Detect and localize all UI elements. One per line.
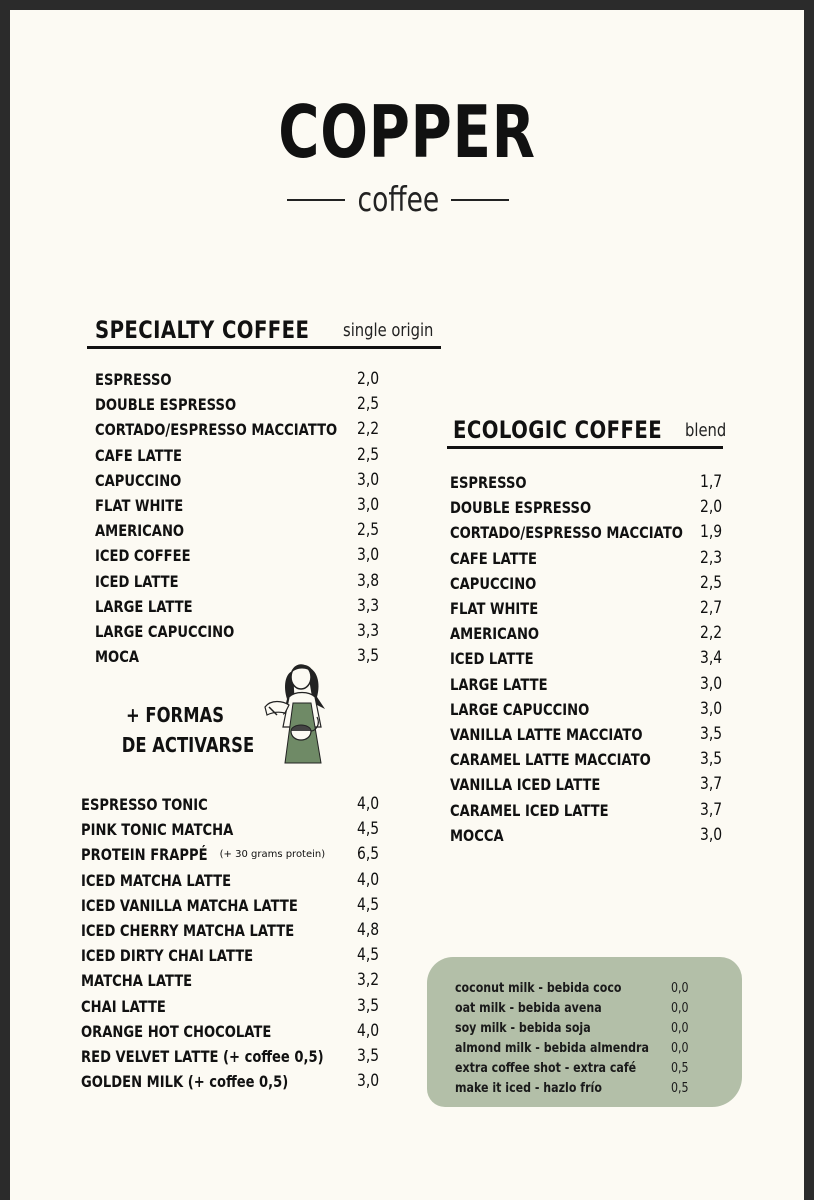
item-name: PINK TONIC MATCHA <box>81 820 234 840</box>
other-drink-item <box>81 817 397 842</box>
item-name: ICED DIRTY CHAI LATTE <box>81 946 254 966</box>
ecologic-item <box>450 646 740 671</box>
item-price: 4,5 <box>357 894 380 915</box>
extra-name: almond milk - bebida almendra <box>455 1041 649 1056</box>
promo-line-1: + FORMAS <box>125 703 225 727</box>
item-price: 3,0 <box>357 545 380 566</box>
item-name: CAFE LATTE <box>95 445 182 465</box>
item-price: 3,5 <box>357 646 380 667</box>
item-price: 3,8 <box>357 570 380 591</box>
item-price: 4,5 <box>357 945 380 966</box>
item-name: ICED CHERRY MATCHA LATTE <box>81 921 295 940</box>
item-name: CORTADO/ESPRESSO MACCIATO <box>450 523 683 543</box>
extra-price: 0,0 <box>671 1021 689 1036</box>
item-name: LARGE CAPUCCINO <box>95 622 235 641</box>
ecologic-item <box>450 672 740 697</box>
ecologic-item <box>450 470 740 495</box>
item-name: MOCA <box>95 647 139 667</box>
item-name: CORTADO/ESPRESSO MACCIATTO <box>95 420 338 440</box>
item-price: 1,7 <box>700 472 723 492</box>
item-price: 2,3 <box>700 547 723 568</box>
ecologic-note: blend <box>685 420 727 441</box>
extra-option-item <box>455 979 705 999</box>
item-price: 3,2 <box>357 970 380 991</box>
extra-option-item <box>455 1019 705 1039</box>
item-price: 4,0 <box>357 869 380 890</box>
item-price: 3,0 <box>357 1071 380 1092</box>
extra-name: extra coffee shot - extra café <box>455 1061 637 1076</box>
other-drink-item <box>81 918 397 943</box>
item-name: FLAT WHITE <box>450 599 539 618</box>
item-name: RED VELVET LATTE (+ coffee 0,5) <box>81 1047 324 1066</box>
specialty-item <box>95 493 397 518</box>
other-drink-item <box>81 1044 397 1069</box>
brand-subtitle: coffee <box>357 180 439 220</box>
item-name: ESPRESSO <box>95 370 172 389</box>
item-name: VANILLA ICED LATTE <box>450 775 601 795</box>
other-drink-item <box>81 968 397 993</box>
item-price: 3,7 <box>700 774 723 795</box>
item-price: 3,0 <box>357 495 380 515</box>
item-price: 3,3 <box>357 621 380 641</box>
item-price: 3,0 <box>700 698 723 719</box>
promo-text <box>110 700 255 760</box>
extra-price: 0,0 <box>671 1041 689 1056</box>
ecologic-item <box>450 798 740 823</box>
item-name: LARGE LATTE <box>95 596 193 616</box>
item-price: 1,9 <box>700 522 723 543</box>
extra-name: make it iced - hazlo frío <box>455 1081 602 1096</box>
item-name: MOCCA <box>450 825 504 845</box>
barista-illustration-icon <box>255 657 345 769</box>
item-price: 4,0 <box>357 794 380 814</box>
extra-name: soy milk - bebida soja <box>455 1021 591 1036</box>
other-drink-item <box>81 943 397 968</box>
specialty-item <box>95 417 397 442</box>
item-name: LARGE CAPUCCINO <box>450 699 590 719</box>
ecologic-item <box>450 747 740 772</box>
brand-header <box>10 90 804 220</box>
divider-line-right <box>451 199 509 201</box>
item-price: 4,0 <box>357 1020 380 1041</box>
item-name: ESPRESSO TONIC <box>81 795 208 814</box>
specialty-item <box>95 367 397 392</box>
item-name: CHAI LATTE <box>81 996 166 1016</box>
extra-name: oat milk - bebida avena <box>455 1001 602 1016</box>
specialty-divider <box>87 346 441 349</box>
other-drink-item <box>81 1069 397 1094</box>
specialty-item <box>95 392 397 417</box>
item-name: ICED VANILLA MATCHA LATTE <box>81 895 298 915</box>
item-name: GOLDEN MILK (+ coffee 0,5) <box>81 1072 289 1092</box>
item-price: 3,7 <box>700 799 723 820</box>
item-name: ICED MATCHA LATTE <box>81 870 232 890</box>
promo-line-2: DE ACTIVARSE <box>121 733 255 757</box>
other-drink-item <box>81 1019 397 1044</box>
item-name: PROTEIN FRAPPÉ <box>81 845 208 865</box>
specialty-item <box>95 468 397 493</box>
item-price: 3,0 <box>357 469 380 490</box>
item-name: DOUBLE ESPRESSO <box>450 498 592 518</box>
ecologic-item <box>450 772 740 797</box>
ecologic-item <box>450 621 740 646</box>
item-name: CARAMEL LATTE MACCIATO <box>450 750 651 770</box>
extra-price: 0,5 <box>671 1081 689 1096</box>
item-name: DOUBLE ESPRESSO <box>95 395 237 415</box>
item-name: LARGE LATTE <box>450 674 548 694</box>
specialty-item <box>95 543 397 568</box>
extra-name: coconut milk - bebida coco <box>455 981 622 996</box>
extra-price: 0,5 <box>671 1061 689 1076</box>
extra-option-item <box>455 1059 705 1079</box>
item-price: 2,7 <box>700 598 723 618</box>
specialty-item <box>95 619 397 644</box>
item-name: CAPUCCINO <box>95 470 182 490</box>
item-name: ICED LATTE <box>450 649 534 669</box>
item-name: CARAMEL ICED LATTE <box>450 800 609 820</box>
extra-option-item <box>455 999 705 1019</box>
milk-extras-box <box>427 957 742 1107</box>
specialty-item <box>95 443 397 468</box>
ecologic-divider <box>447 446 723 449</box>
ecologic-item <box>450 722 740 747</box>
ecologic-item <box>450 823 740 848</box>
ecologic-item <box>450 495 740 520</box>
brand-name: COPPER <box>278 90 536 174</box>
extra-option-item <box>455 1079 705 1099</box>
item-price: 3,5 <box>700 749 723 770</box>
specialty-item <box>95 644 397 669</box>
item-price: 3,0 <box>700 824 723 845</box>
ecologic-item <box>450 520 740 545</box>
other-drink-item <box>81 792 397 817</box>
item-name: VANILLA LATTE MACCIATO <box>450 725 643 744</box>
item-price: 2,0 <box>357 369 380 389</box>
other-drink-item <box>81 994 397 1019</box>
item-note: (+ 30 grams protein) <box>219 849 326 861</box>
specialty-item <box>95 594 397 619</box>
item-price: 3,0 <box>700 673 723 694</box>
extra-option-item <box>455 1039 705 1059</box>
item-name: ESPRESSO <box>450 473 527 492</box>
brand-subtitle-row <box>287 180 509 220</box>
item-price: 2,5 <box>357 520 380 541</box>
item-name: ICED COFFEE <box>95 546 191 566</box>
ecologic-item <box>450 697 740 722</box>
item-price: 2,5 <box>357 444 380 465</box>
extra-price: 0,0 <box>671 981 689 996</box>
item-name: MATCHA LATTE <box>81 971 193 991</box>
item-price: 3,5 <box>357 1046 380 1066</box>
other-drink-item <box>81 842 397 867</box>
item-price: 3,3 <box>357 595 380 616</box>
specialty-item <box>95 518 397 543</box>
divider-line-left <box>287 199 345 201</box>
item-name: ORANGE HOT CHOCOLATE <box>81 1021 272 1041</box>
item-name: CAPUCCINO <box>450 573 537 593</box>
item-price: 3,5 <box>357 995 380 1016</box>
specialty-title: SPECIALTY COFFEE <box>95 316 310 344</box>
item-name: ICED LATTE <box>95 571 179 591</box>
item-name: AMERICANO <box>95 521 185 541</box>
item-price: 2,5 <box>357 394 380 415</box>
item-name: FLAT WHITE <box>95 496 184 515</box>
other-drink-item <box>81 868 397 893</box>
item-price: 2,2 <box>700 623 723 644</box>
item-price: 2,0 <box>700 497 723 518</box>
item-price: 2,2 <box>357 419 380 440</box>
item-name: CAFE LATTE <box>450 548 537 568</box>
ecologic-item <box>450 571 740 596</box>
item-name: AMERICANO <box>450 624 540 644</box>
item-price: 3,4 <box>700 648 723 669</box>
menu-page <box>10 10 804 1200</box>
other-drink-item <box>81 893 397 918</box>
ecologic-item <box>450 596 740 621</box>
ecologic-title: ECOLOGIC COFFEE <box>453 416 663 444</box>
item-price: 2,5 <box>700 572 723 593</box>
item-price: 4,5 <box>357 819 380 840</box>
specialty-item <box>95 569 397 594</box>
specialty-note: single origin <box>343 320 434 341</box>
extra-price: 0,0 <box>671 1001 689 1016</box>
item-price: 3,5 <box>700 724 723 744</box>
item-price: 4,8 <box>357 920 380 940</box>
ecologic-item <box>450 546 740 571</box>
item-price: 6,5 <box>357 844 380 865</box>
